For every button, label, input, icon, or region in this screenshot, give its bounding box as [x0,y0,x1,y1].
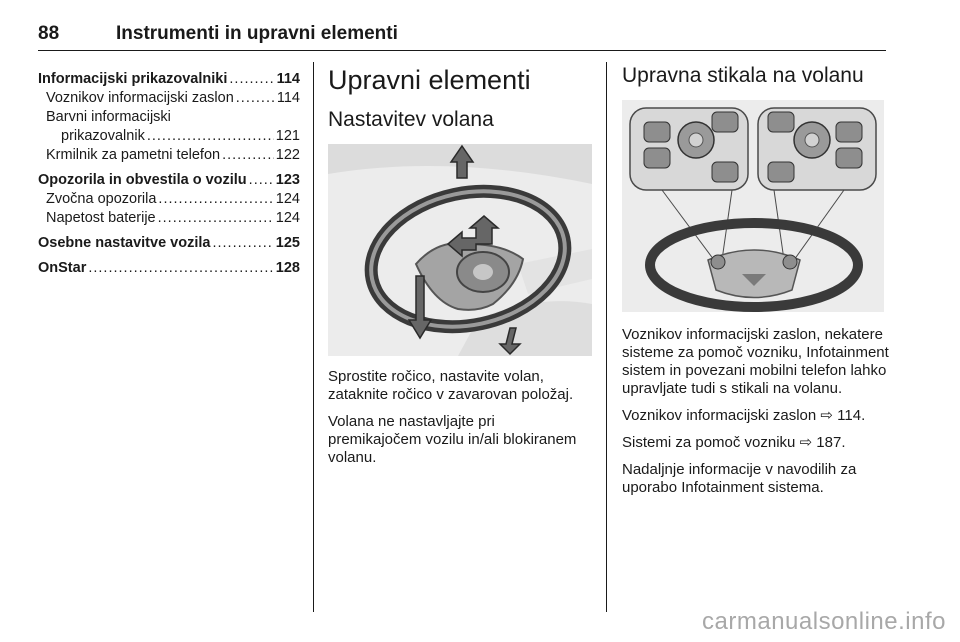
toc-label: Osebne nastavitve vozila [38,235,211,251]
toc-entry[interactable] [38,127,300,146]
toc-page: 128 [275,260,300,276]
right-control-cluster-detail [758,108,876,190]
toc-entry[interactable] [38,234,300,253]
further-info-paragraph: Nadaljnje informacije v navodilih za uporabo Infotainment sistema. [622,461,857,496]
toc-entry[interactable] [38,108,300,127]
toc-page: 122 [275,147,300,163]
subsection-heading: Nastavitev volana [328,108,494,131]
toc-entry[interactable] [38,171,300,190]
toc-label: Voznikov informacijski zaslon [46,90,234,106]
chapter-title: Instrumenti in upravni elementi [116,23,398,44]
toc-page: 121 [275,128,300,144]
steering-controls-section [622,62,892,506]
toc-page: 125 [275,235,300,251]
toc-entry[interactable] [38,259,300,278]
toc-entry[interactable] [38,146,300,165]
reference-driver-assistance[interactable]: Sistemi za pomoč vozniku ⇨ 187. [622,434,846,451]
steering-wheel-controls-illustration [622,100,884,312]
column-divider [313,62,314,612]
page-number: 88 [38,23,60,44]
toc-entry[interactable] [38,209,300,228]
watermark: carmanualsonline.info [702,608,946,635]
description-paragraph: Voznikov informacijski zaslon, nekatere sisteme za pomoč vozniku, Infotainment sistem in povezani mobilni telefon lahko upravljate tudi s stikali na volanu. [622,326,889,397]
toc-label: Opozorila in obvestila o vozilu [38,172,247,188]
toc-page: 124 [275,191,300,207]
steering-wheel-adjustment-illustration [328,144,592,356]
toc-entry[interactable] [38,70,300,89]
steering-adjustment-section [328,62,592,476]
toc-page: 124 [275,210,300,226]
column-divider [606,62,607,612]
table-of-contents [38,70,300,278]
toc-entry[interactable] [38,89,300,108]
section-heading: Upravna stikala na volanu [622,64,864,87]
toc-entry[interactable] [38,190,300,209]
reference-driver-info-display[interactable]: Voznikov informacijski zaslon ⇨ 114. [622,407,866,424]
toc-label: prikazovalnik [61,128,145,144]
section-heading: Upravni elementi [328,65,531,95]
toc-label: Krmilnik za pametni telefon [46,147,221,163]
toc-label: Barvni informacijski [46,109,171,125]
toc-page: 114 [276,90,300,106]
instruction-paragraph: Sprostite ročico, nastavite volan, zataknite ročico v zavarovan položaj. [328,368,574,403]
warning-paragraph: Volana ne nastavljajte pri premikajočem vozilu in/ali blokiranem volanu. [328,413,577,466]
page-header [38,20,886,51]
toc-page: 123 [275,172,300,188]
toc-label: Zvočna opozorila [46,191,157,207]
toc-label: OnStar [38,260,87,276]
toc-label: Napetost baterije [46,210,156,226]
toc-label: Informacijski prikazovalniki [38,71,228,87]
toc-page: 114 [276,71,300,87]
left-control-cluster-detail [630,108,748,190]
